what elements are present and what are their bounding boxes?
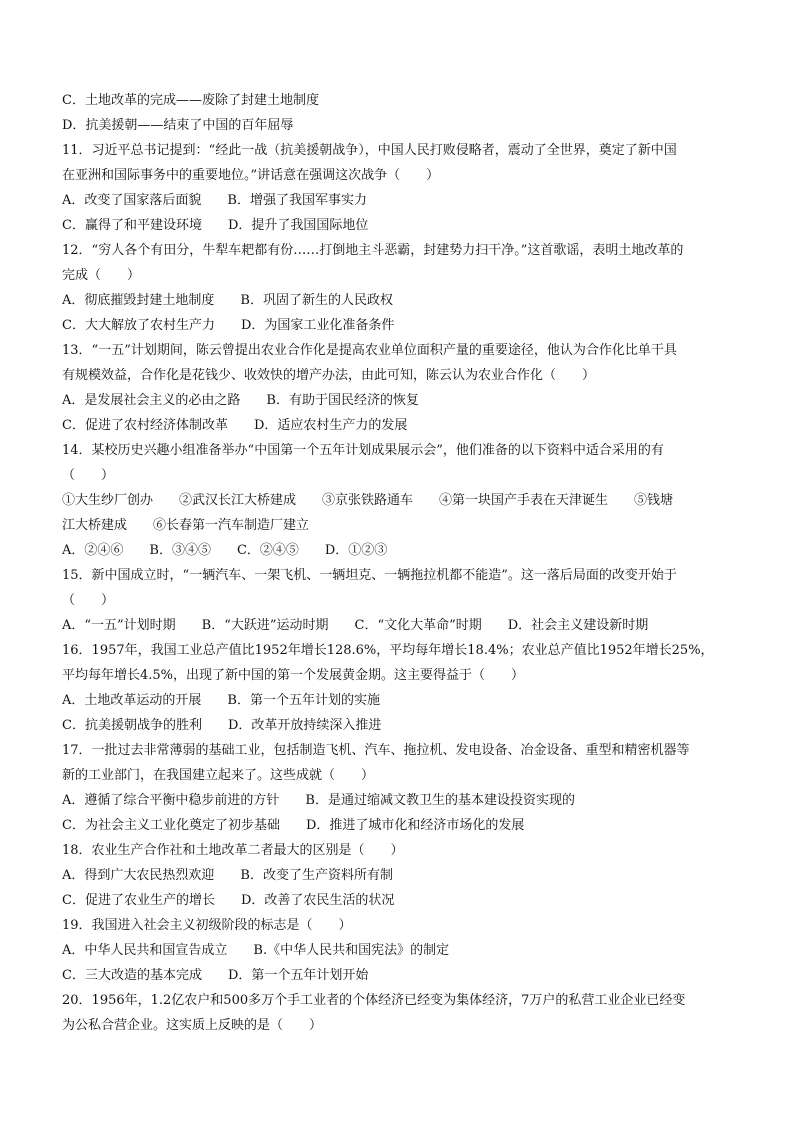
text-line: A．②④⑥ B．③④⑤ C．②④⑤ D．①②③ xyxy=(62,543,388,558)
text-line: 12．“穷人各个有田分，牛犁车耙都有份……打倒地主斗恶霸，封建势力扫干净。”这首歌谣，表明土地改革的 xyxy=(62,243,684,258)
text-line: C．赢得了和平建设环境 D．提升了我国国际地位 xyxy=(62,218,369,233)
text-line: 为公私合营企业。这实质上反映的是（ ） xyxy=(62,1018,323,1033)
text-line: 17．一批过去非常薄弱的基础工业，包括制造飞机、汽车、拖拉机、发电设备、冶金设备、重型和精密机器等 xyxy=(62,743,690,758)
text-line: A．彻底摧毁封建土地制度 B．巩固了新生的人民政权 xyxy=(62,293,393,308)
text-line: A．中华人民共和国宣告成立 B.《中华人民共和国宪法》的制定 xyxy=(62,943,450,958)
text-line: 11．习近平总书记提到：“经此一战（抗美援朝战争），中国人民打败侵略者，震动了全世界，奠定了新中国 xyxy=(62,143,677,158)
text-line: 14．某校历史兴趣小组准备举办“中国第一个五年计划成果展示会”，他们准备的以下资料中适合采用的有 xyxy=(62,443,664,458)
text-line: 19．我国进入社会主义初级阶段的标志是（ ） xyxy=(62,918,352,933)
text-line: 20．1956年，1.2亿农户和500多万个手工业者的个体经济已经变为集体经济，7万户的私营工业企业已经变 xyxy=(62,993,686,1008)
text-line: 在亚洲和国际事务中的重要地位。”讲话意在强调这次战争（ ） xyxy=(62,168,440,183)
text-line: （ ） xyxy=(62,468,115,483)
text-line: 18．农业生产合作社和土地改革二者最大的区别是（ ） xyxy=(62,843,404,858)
text-line: D．抗美援朝——结束了中国的百年屈辱 xyxy=(62,118,294,133)
text-line: A．得到广大农民热烈欢迎 B．改变了生产资料所有制 xyxy=(62,868,393,883)
question-text-block xyxy=(62,88,738,1038)
text-line: 完成（ ） xyxy=(62,268,141,283)
text-line: C．为社会主义工业化奠定了初步基础 D．推进了城市化和经济市场化的发展 xyxy=(62,818,525,833)
text-line: （ ） xyxy=(62,593,115,608)
text-line: A．遵循了综合平衡中稳步前进的方针 B．是通过缩减文教卫生的基本建设投资实现的 xyxy=(62,793,575,808)
text-line: A．改变了国家落后面貌 B．增强了我国军事实力 xyxy=(62,193,367,208)
text-line: C．促进了农村经济体制改革 D．适应农村生产力的发展 xyxy=(62,418,408,433)
text-line: A．“一五”计划时期 B．“大跃进”运动时期 C．“文化大革命”时期 D．社会主义建设新时期 xyxy=(62,618,649,633)
text-line: C．抗美援朝战争的胜利 D．改革开放持续深入推进 xyxy=(62,718,382,733)
text-line: 新的工业部门，在我国建立起来了。这些成就（ ） xyxy=(62,768,375,783)
text-line: A．土地改革运动的开展 B．第一个五年计划的实施 xyxy=(62,693,380,708)
text-line: C．土地改革的完成——废除了封建土地制度 xyxy=(62,93,319,108)
text-line: 16．1957年，我国工业总产值比1952年增长128.6%，平均每年增长18.4%；农业总产值比1952年增长25%， xyxy=(62,643,714,658)
text-line: ①大生纱厂创办 ②武汉长江大桥建成 ③京张铁路通车 ④第一块国产手表在天津诞生 ⑤钱塘 xyxy=(62,493,674,508)
text-line: A．是发展社会主义的必由之路 B．有助于国民经济的恢复 xyxy=(62,393,419,408)
text-line: C．三大改造的基本完成 D．第一个五年计划开始 xyxy=(62,968,369,983)
text-line: 有规模效益，合作化是花钱少、收效快的增产办法，由此可知，陈云认为农业合作化（ ） xyxy=(62,368,596,383)
text-line: C．大大解放了农村生产力 D．为国家工业化准备条件 xyxy=(62,318,395,333)
text-line: 13．“一五”计划期间，陈云曾提出农业合作化是提高农业单位面积产量的重要途径，他认为合作化比单干具 xyxy=(62,343,677,358)
text-line: 平均每年增长4.5%，出现了新中国的第一个发展黄金期。这主要得益于（ ） xyxy=(62,668,525,683)
text-line: 江大桥建成 ⑥长春第一汽车制造厂建立 xyxy=(62,518,310,533)
text-line: 15．新中国成立时，“一辆汽车、一架飞机、一辆坦克、一辆拖拉机都不能造”。这一落后局面的改变开始于 xyxy=(62,568,677,583)
text-line: C．促进了农业生产的增长 D．改善了农民生活的状况 xyxy=(62,893,395,908)
